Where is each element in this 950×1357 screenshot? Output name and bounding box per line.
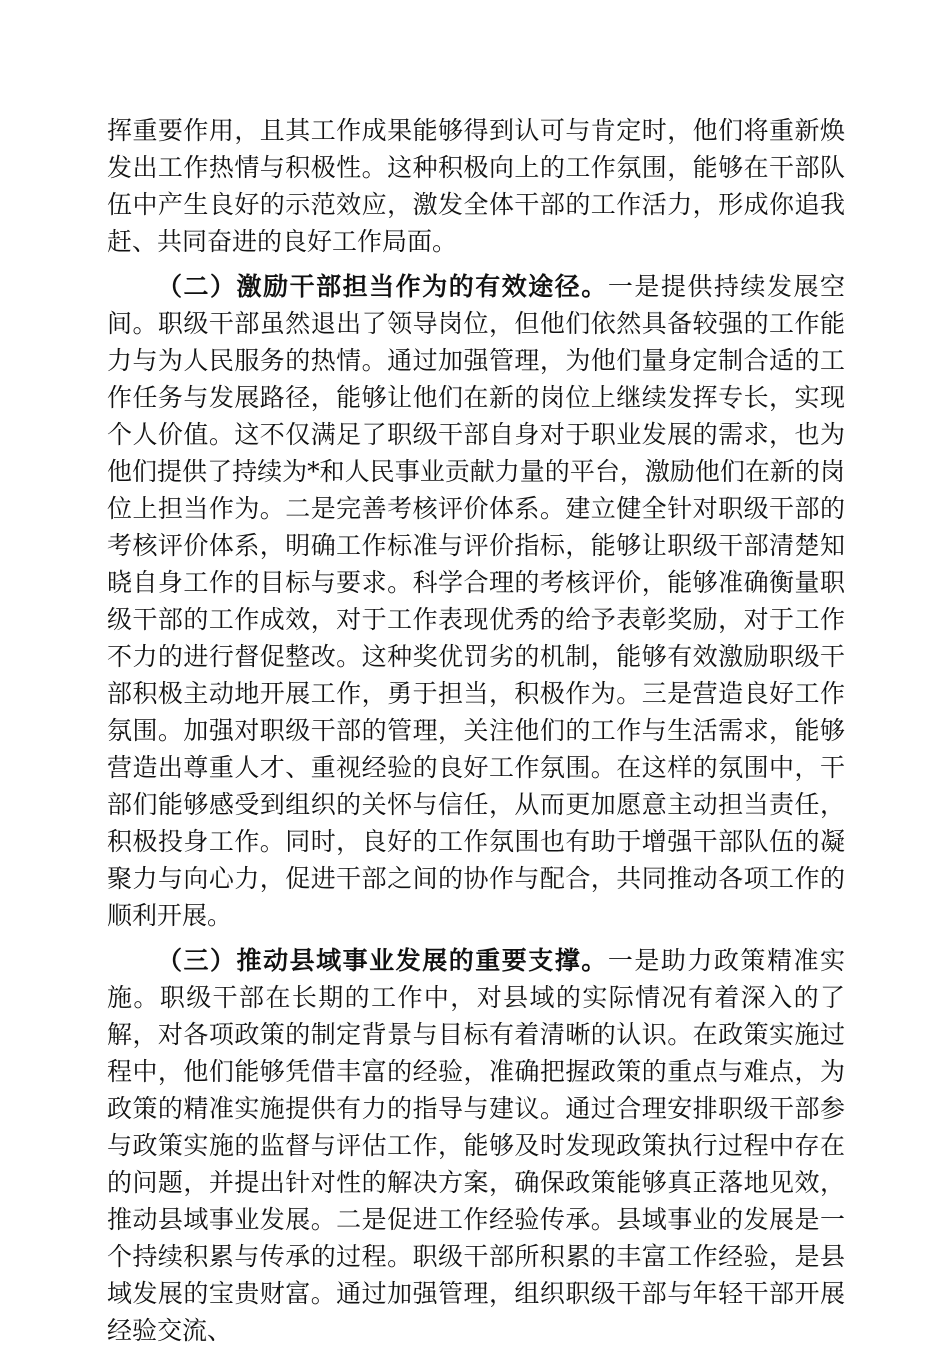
- section-heading: （三）推动县域事业发展的重要支撑。: [157, 946, 608, 975]
- section-three-paragraph: [107, 942, 845, 1349]
- section-heading: （二）激励干部担当作为的有效途径。: [157, 272, 608, 301]
- paragraph-body: 一是助力政策精准实施。职级干部在长期的工作中，对县域的实际情况有着深入的了解，对各项政策的制定背景与目标有着清晰的认识。在政策实施过程中，他们能够凭借丰富的经验，准确把握政策的重点与难点，为政策的精准实施提供有力的指导与建议。通过合理安排职级干部参与政策实施的监督与评估工作，能够及时发现政策执行过程中存在的问题，并提出针对性的解决方案，确保政策能够真正落地见效，推动县域事业发展。二是促进工作经验传承。县域事业的发展是一个持续积累与传承的过程。职级干部所积累的丰富工作经验，是县域发展的宝贵财富。通过加强管理，组织职级干部与年轻干部开展经验交流、: [107, 946, 845, 1345]
- paragraph-continuation: [107, 112, 845, 260]
- paragraph-body: 挥重要作用，且其工作成果能够得到认可与肯定时，他们将重新焕发出工作热情与积极性。这种积极向上的工作氛围，能够在干部队伍中产生良好的示范效应，激发全体干部的工作活力，形成你追我赶、共同奋进的良好工作局面。: [107, 116, 845, 256]
- paragraph-body: 一是提供持续发展空间。职级干部虽然退出了领导岗位，但他们依然具备较强的工作能力与为人民服务的热情。通过加强管理，为他们量身定制合适的工作任务与发展路径，能够让他们在新的岗位上继续发挥专长，实现个人价值。这不仅满足了职级干部自身对于职业发展的需求，也为他们提供了持续为*和人民事业贡献力量的平台，激励他们在新的岗位上担当作为。二是完善考核评价体系。建立健全针对职级干部的考核评价体系，明确工作标准与评价指标，能够让职级干部清楚知晓自身工作的目标与要求。科学合理的考核评价，能够准确衡量职级干部的工作成效，对于工作表现优秀的给予表彰奖励，对于工作不力的进行督促整改。这种奖优罚劣的机制，能够有效激励职级干部积极主动地开展工作，勇于担当，积极作为。三是营造良好工作氛围。加强对职级干部的管理，关注他们的工作与生活需求，能够营造出尊重人才、重视经验的良好工作氛围。在这样的氛围中，干部们能够感受到组织的关怀与信任，从而更加愿意主动担当责任，积极投身工作。同时，良好的工作氛围也有助于增强干部队伍的凝聚力与向心力，促进干部之间的协作与配合，共同推动各项工作的顺利开展。: [107, 272, 845, 930]
- section-two-paragraph: [107, 268, 845, 934]
- document-page: [107, 112, 845, 1357]
